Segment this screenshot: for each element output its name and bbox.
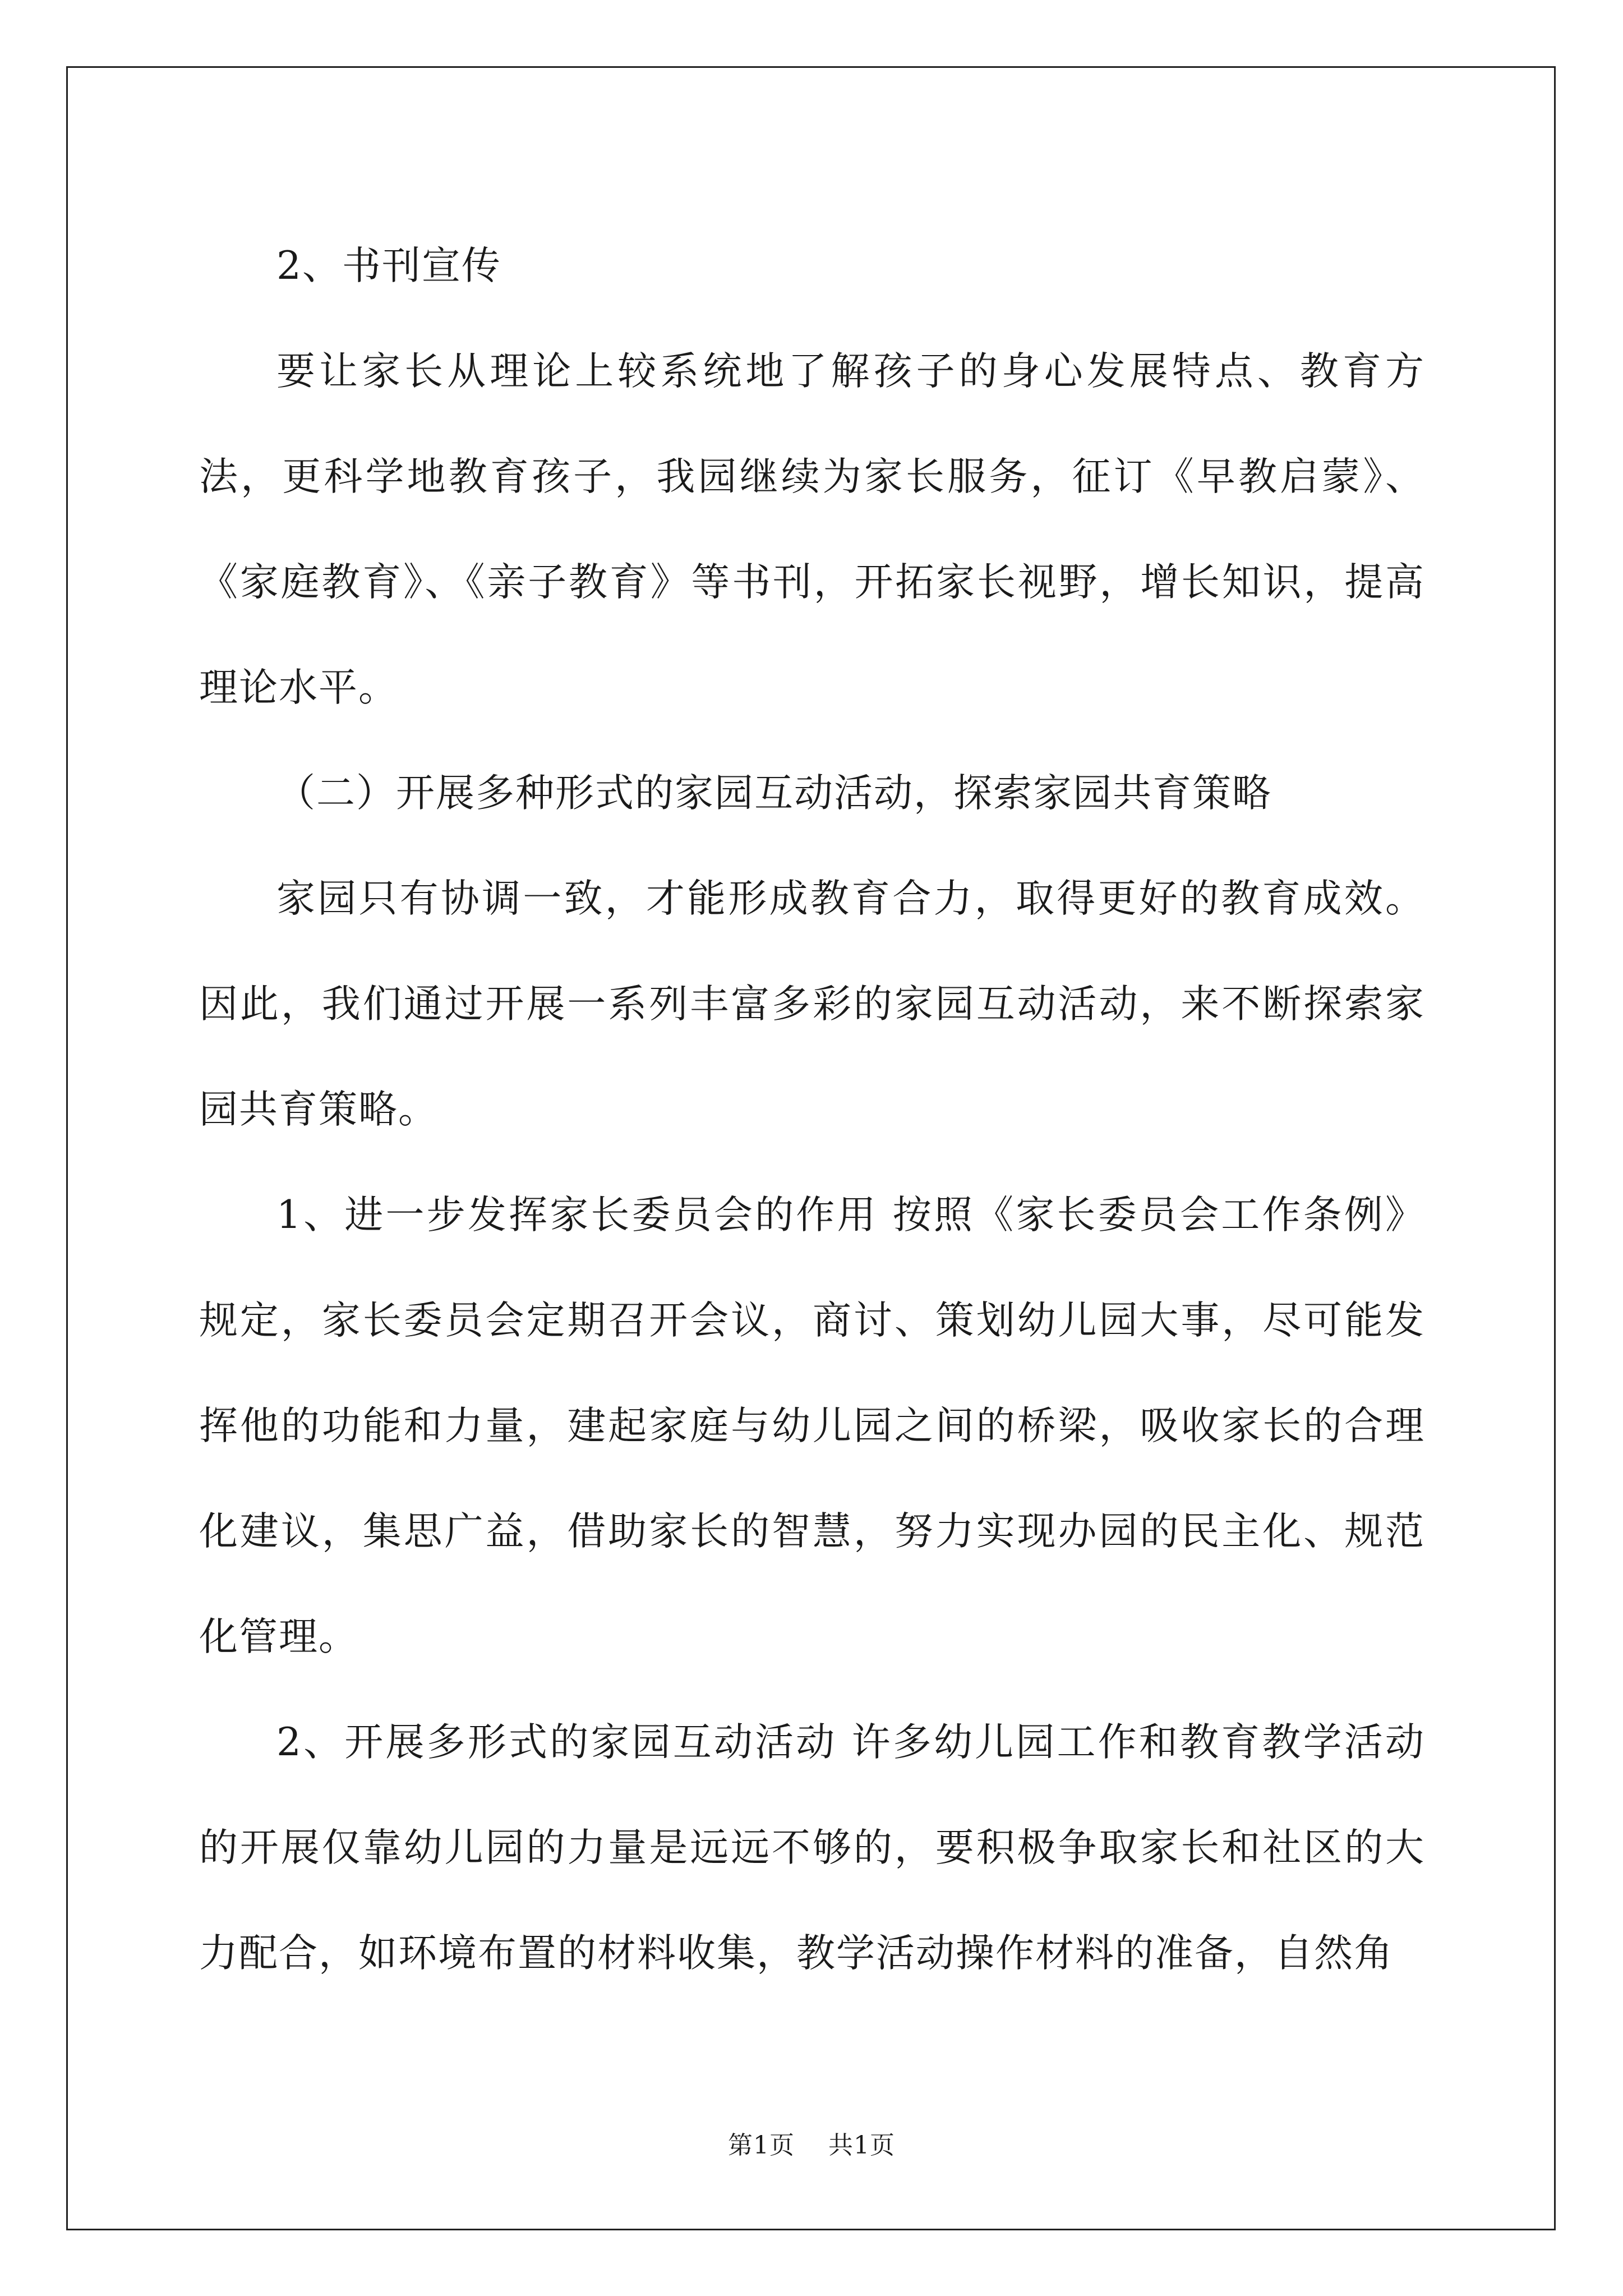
section-heading-publications: 2、书刊宣传: [276, 243, 501, 288]
document-body: [199, 213, 1425, 2006]
page-footer: [0, 2125, 1623, 2161]
paragraph-parent-committee: 1、进一步发挥家长委员会的作用 按照《家长委员会工作条例》规定，家长委员会定期召开会议，商讨、策划幼儿园大事，尽可能发挥他的功能和力量，建起家庭与幼儿园之间的桥梁，吸收家长的合理化建议，集思广益，借助家长的智慧，努力实现办园的民主化、规范化管理。: [199, 1193, 1425, 1659]
page-total: 共1页: [828, 2131, 895, 2160]
section-heading-activities: （二）开展多种形式的家园互动活动，探索家园共育策略: [276, 771, 1272, 816]
paragraph-coordination: 家园只有协调一致，才能形成教育合力，取得更好的教育成效。因此，我们通过开展一系列丰富多彩的家园互动活动，来不断探索家园共育策略。: [199, 876, 1425, 1132]
page-number: 第1页: [728, 2131, 795, 2160]
paragraph-interactive-activities: 2、开展多形式的家园互动活动 许多幼儿园工作和教育教学活动的开展仅靠幼儿园的力量是远远不够的，要积极争取家长和社区的大力配合，如环境布置的材料收集，教学活动操作材料的准备，自然角: [199, 1720, 1425, 1976]
paragraph-publications: 要让家长从理论上较系统地了解孩子的身心发展特点、教育方法，更科学地教育孩子，我园继续为家长服务，征订《早教启蒙》、《家庭教育》、《亲子教育》等书刊，开拓家长视野，增长知识，提高理论水平。: [199, 349, 1425, 710]
